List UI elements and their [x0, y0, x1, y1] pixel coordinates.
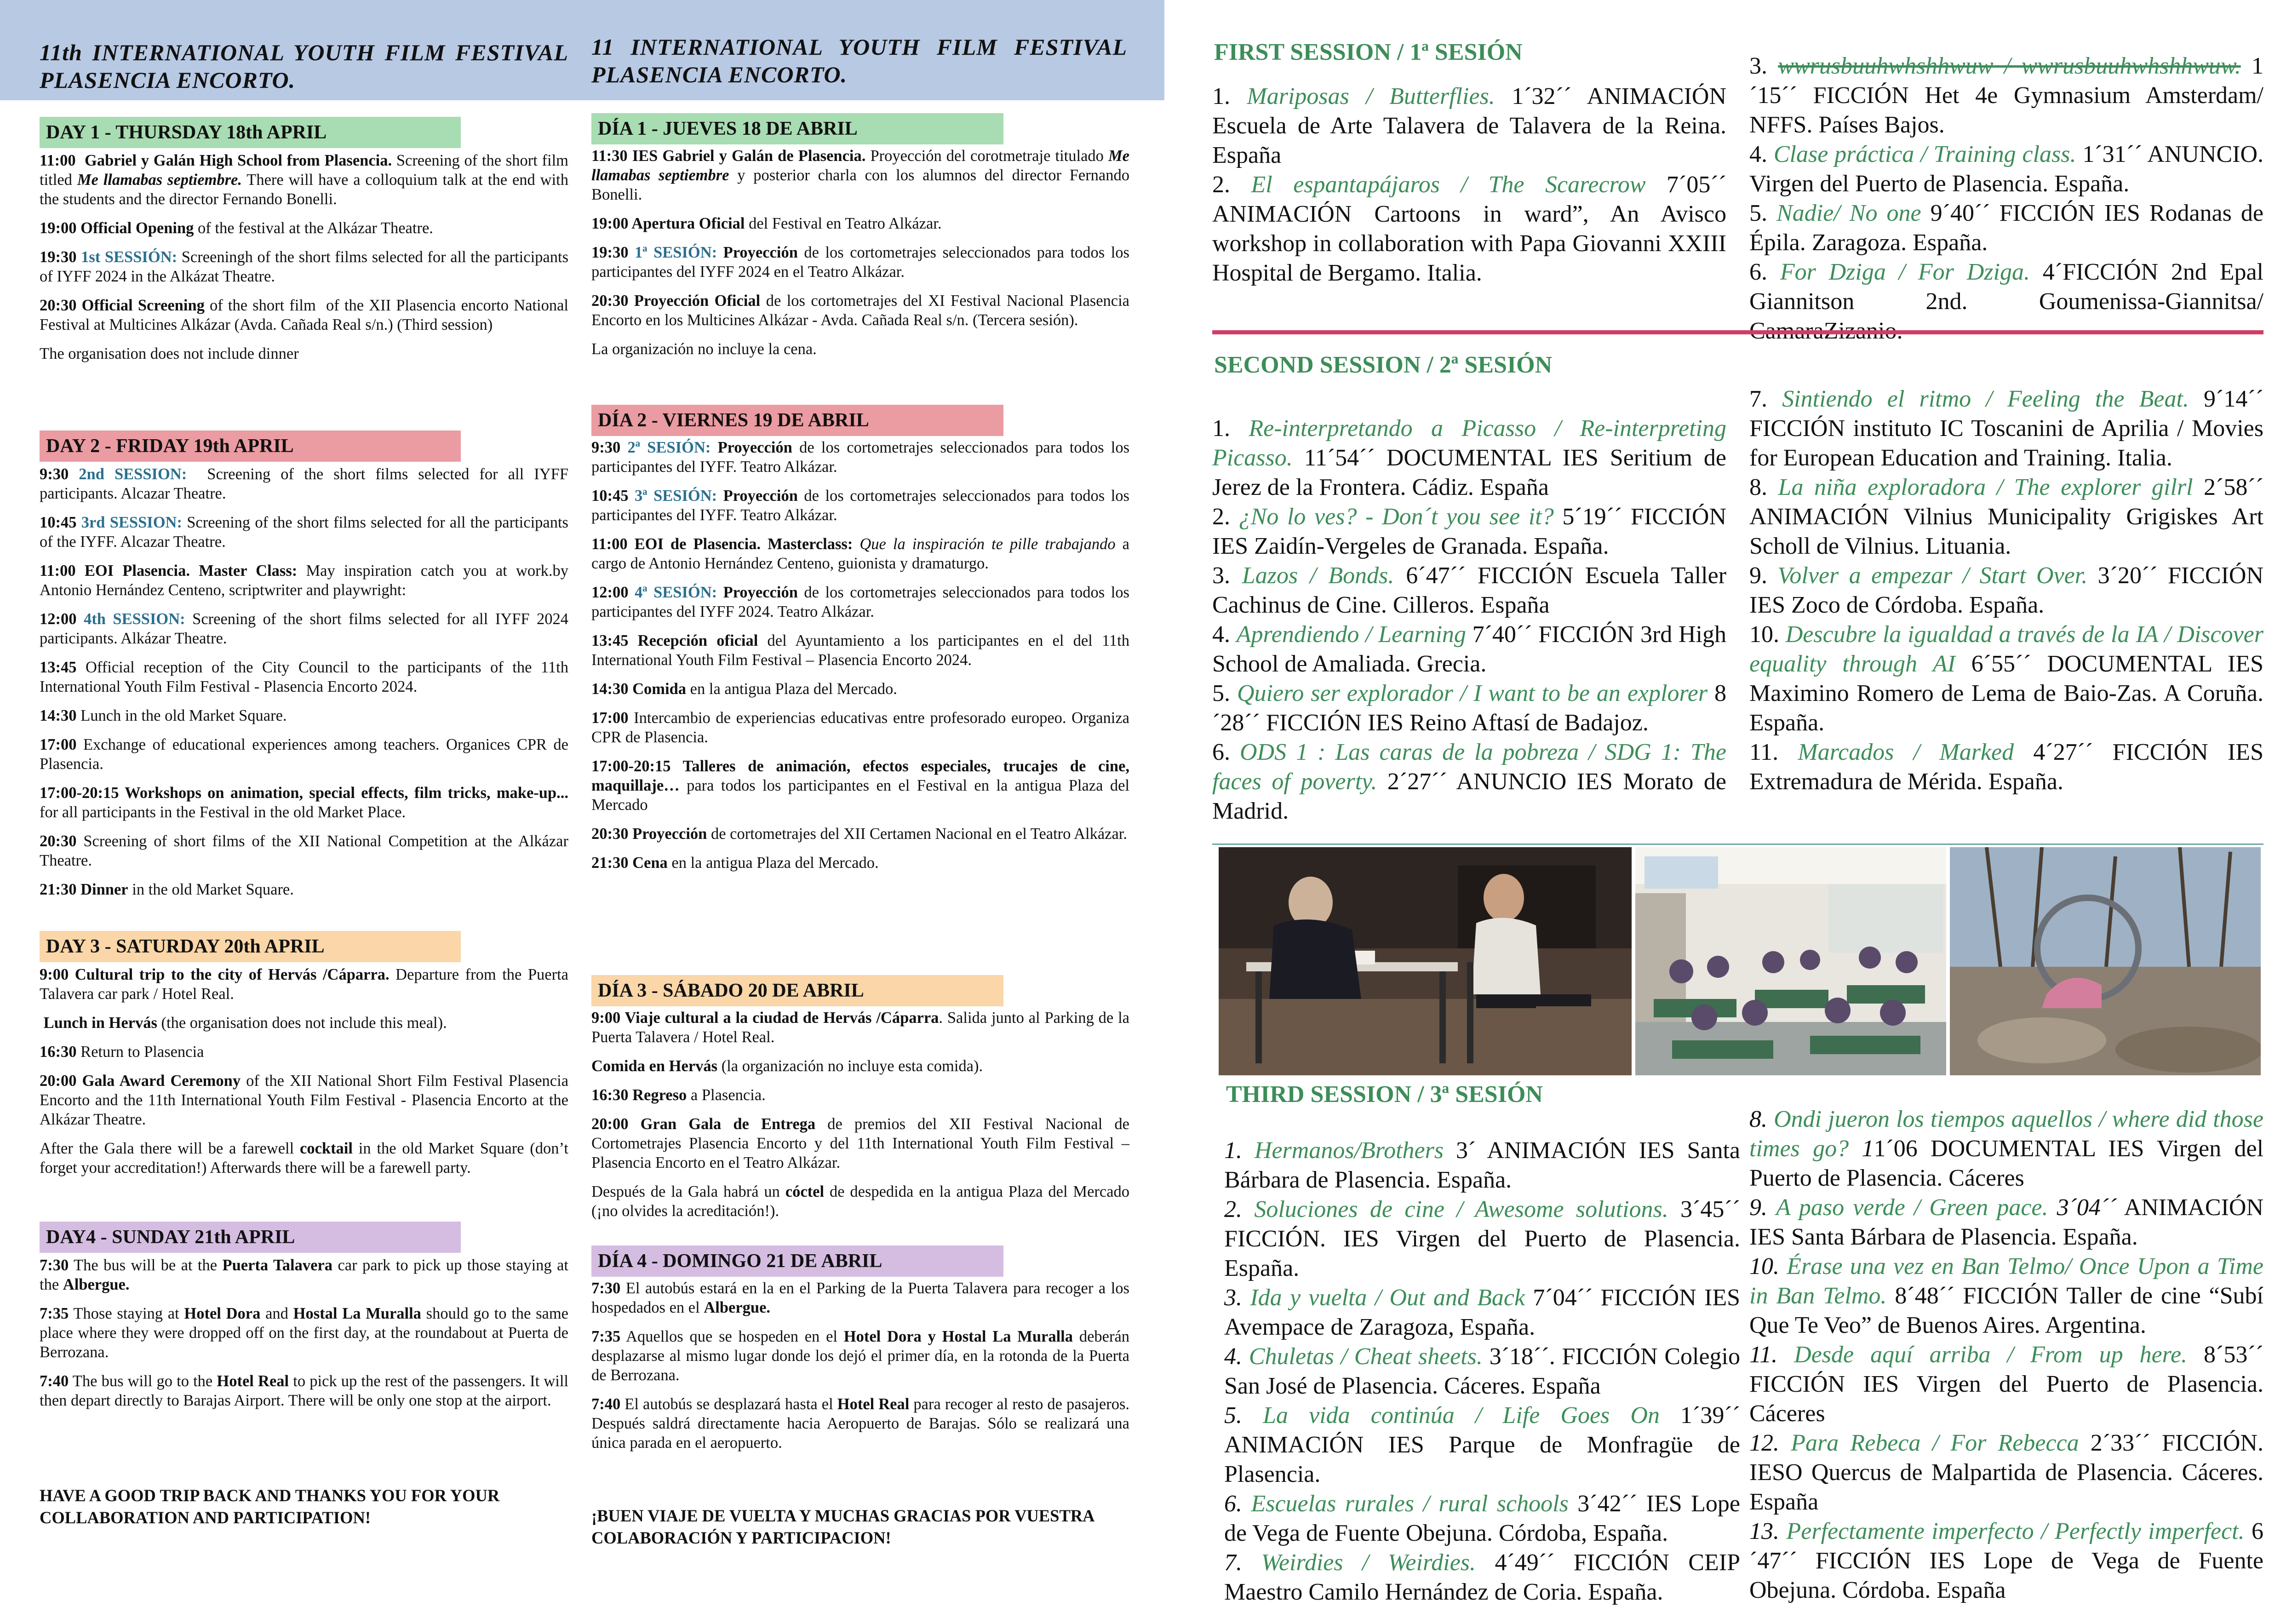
english-day1-items: 11:00 Gabriel y Galán High School from Plasencia. Screening of the short film titled Me llamabas septiembre. There will have a colloquium talk at the end with the students and the director Fernando Bonelli. 19:00 Official Opening of the festival at the Alkázar Theatre. 19:30 1st SESSIÓN: Screeningh of the short films selected for all the participants of IYFF 2024 in the Alkázat Theatre. 20:30 Official Screening of the short film of the XII Plasencia encorto National Festival at Multicines Alkázar (Avda. Cañada Real s/n.) (Third session) The organisation does not include dinner [40, 152, 568, 362]
section-divider [1212, 330, 2263, 334]
dia2-heading: DÍA 2 - VIERNES 19 DE ABRIL [591, 405, 1003, 436]
third-session-left-list: 1. Hermanos/Brothers 3´ ANIMACIÓN IES Santa Bárbara de Plasencia. España. 2. Soluciones de cine / Awesome solutions. 3´45´´ FICCIÓN. IES Virgen del Puerto de Plasencia. España. 3. Ida y vuelta / Out and Back 7´04´´ FICCIÓN IES Avempace de Zaragoza, España. 4. Chuletas / Cheat sheets. 3´18´´. FICCIÓN Colegio San José de Plasencia. Cáceres. España 5. La vida continúa / Life Goes On 1´39´´ ANIMACIÓN IES Parque de Monfragüe de Plasencia. 6. Escuelas rurales / rural schools 3´42´´ IES Lope de Vega de Fuente Obejuna. Córdoba, España. 7. Weirdies / Weirdies. 4´49´´ FICCIÓN CEIP Maestro Camilo Hernández de Coria. España. [1224, 1137, 1741, 1605]
spanish-closing: ¡BUEN VIAJE DE VUELTA Y MUCHAS GRACIAS POR VUESTRA COLABORACIÓN Y PARTICIPACION! [591, 1506, 1094, 1547]
english-day4-items: 7:30 The bus will be at the Puerta Talavera car park to pick up those staying at the Albergue. 7:35 Those staying at Hotel Dora and Hostal La Muralla should go to the same place where they were dropped off on the first day, at the roundabout at Puerta de Berrozana. 7:40 The bus will go to the Hotel Real to pick up the rest of the passengers. It will then depart directly to Barajas Airport. There will be only one stop at the airport. [40, 1257, 569, 1409]
english-day2-items: 9:30 2nd SESSION: Screening of the short films selected for all IYFF participants. Alcazar Theatre. 10:45 3rd SESSION: Screening of the short films selected for all the participants of the IYFF. Alcazar Theatre. 11:00 EOI Plasencia. Master Class: May inspiration catch you at work.by Antonio Hernández Centeno, scriptwriter and playwright: 12:00 4th SESSION: Screening of the short films selected for all IYFF 2024 participants. Alkázar Theatre. 13:45 Official reception of the City Council to the participants of the 11th International Youth Film Festival - Plasencia Encorto 2024. 14:30 Lunch in the old Market Square. 17:00 Exchange of educational experiences among teachers. Organices CPR de Plasencia. 17:00-20:15 Workshops on animation, special effects, film tricks, make-up... for all participants in the Festival in the old Market Place. 20:30 Screening of short films of the XII National Competition at the Alkázar Theatre. 21:30 Dinner in the old Market Square. [40, 465, 569, 898]
photo-sculpture-art [1950, 847, 2261, 1075]
second-session-heading: SECOND SESSION / 2ª SESIÓN [1214, 352, 1553, 378]
third-session-heading: THIRD SESSION / 3ª SESIÓN [1226, 1081, 1543, 1108]
english-day3-items: 9:00 Cultural trip to the city of Hervás /Cáparra. Departure from the Puerta Talavera car park / Hotel Real. Lunch in Hervás (the organisation does not include this meal). 16:30 Return to Plasencia 20:00 Gala Award Ceremony of the XII National Short Film Festival Plasencia Encorto and the 11th International Youth Film Festival - Plasencia Encorto at the Alkázar Theatre. After the Gala there will be a farewell cocktail in the old Market Square (don’t forget your accreditation!) Afterwards there will be a farewell party. [40, 966, 569, 1176]
photo-interview [1219, 847, 1632, 1075]
dia4-heading: DÍA 4 - DOMINGO 21 DE ABRIL [591, 1245, 1003, 1277]
english-title: 11th INTERNATIONAL YOUTH FILM FESTIVAL PLASENCIA ENCORTO. [40, 40, 568, 93]
spanish-title: 11 INTERNATIONAL YOUTH FILM FESTIVAL PLASENCIA ENCORTO. [591, 34, 1127, 87]
third-session-right-list: 8. Ondi jueron los tiempos aquellos / where did those times go? 11´06 DOCUMENTAL IES Virgen del Puerto de Plasencia. Cáceres 9. A paso verde / Green pace. 3´04´´ ANIMACIÓN IES Santa Bárbara de Plasencia. España. 10. Érase una vez en Ban Telmo/ Once Upon a Time in Ban Telmo. 8´48´´ FICCIÓN Taller de cine “Subí Que Te Veo” de Buenos Aires. Argentina. 11. Desde aquí arriba / From up here. 8´53´´ FICCIÓN IES Virgen del Puerto de Plasencia. Cáceres 12. Para Rebeca / For Rebecca 2´33´´ FICCIÓN. IESO Quercus de Malpartida de Plasencia. Cáceres. España 13. Perfectamente imperfecto / Perfectly imperfect. 6´47´´ FICCIÓN IES Lope de Vega de Fuente Obejuna. Córdoba. España [1749, 1106, 2264, 1603]
spanish-day1-items: 11:30 IES Gabriel y Galán de Plasencia. Proyección del corotmetraje titulado Me llamabas septiembre y posterior charla con los alumnos del director Fernando Bonelli. 19:00 Apertura Oficial del Festival en Teatro Alkázar. 19:30 1ª SESIÓN: Proyección de los cortometrajes seleccionados para todos los participantes del IYFF 2024 en el Teatro Alkázar. 20:30 Proyección Oficial de los cortometrajes del XI Festival Nacional Plasencia Encorto en los Multicines Alkázar - Avda. Cañada Real s/n. (Tercera sesión). La organización no incluye la cena. [591, 147, 1129, 358]
day1-heading: DAY 1 - THURSDAY 18th APRIL [40, 117, 461, 148]
spanish-day3-items: 9:00 Viaje cultural a la ciudad de Hervás /Cáparra. Salida junto al Parking de la Puerta Talavera / Hotel Real. Comida en Hervás (la organización no incluye esta comida). 16:30 Regreso a Plasencia. 20:00 Gran Gala de Entrega de premios del XII Festival Nacional de Cortometrajes Plasencia Encorto y del 11th International Youth Film Festival – Plasencia Encorto en el Teatro Alkázar. Después de la Gala habrá un cóctel de despedida en la antigua Plaza del Mercado (¡no olvides la acreditación!). [591, 1009, 1130, 1220]
spanish-day4-items: 7:30 El autobús estará en la en el Parking de la Puerta Talavera para recoger a los hospedados en el Albergue. 7:35 Aquellos que se hospeden en el Hotel Dora y Hostal La Muralla deberán desplazarse al mismo lugar donde los dejó el primer día, en la rotonda de la Puerta de Berrozana. 7:40 El autobús se desplazará hasta el Hotel Real para recoger al resto de pasajeros. Después saldrá directamente hacia Aeropuerto de Barajas. Sólo se realizará una única parada en el aeropuerto. [591, 1280, 1130, 1452]
day4-heading: DAY4 - SUNDAY 21th APRIL [40, 1222, 461, 1253]
first-session-left-list: 1. Mariposas / Butterflies. 1´32´´ ANIMACIÓN Escuela de Arte Talavera de Talavera de la Reina. España 2. El espantapájaros / The Scarecrow 7´05´´ ANIMACIÓN Cartoons in ward”, An Avisco workshop in collaboration with Papa Giovanni XXIII Hospital de Bergamo. Italia. [1212, 83, 1726, 286]
photo-classroom-art [1635, 847, 1946, 1075]
day2-heading: DAY 2 - FRIDAY 19th APRIL [40, 430, 461, 462]
day3-heading: DAY 3 - SATURDAY 20th APRIL [40, 931, 461, 962]
english-closing: HAVE A GOOD TRIP BACK AND THANKS YOU FOR YOUR COLLABORATION AND PARTICIPATION! [40, 1486, 500, 1527]
first-session-heading: FIRST SESSION / 1ª SESIÓN [1214, 39, 1523, 65]
second-session-left-list: 1. Re-interpretando a Picasso / Re-interpreting Picasso. 11´54´´ DOCUMENTAL IES Seritium de Jerez de la Frontera. Cádiz. España 2. ¿No lo ves? - Don´t you see it? 5´19´´ FICCIÓN IES Zaidín-Vergeles de Granada. España. 3. Lazos / Bonds. 6´47´´ FICCIÓN Escuela Taller Cachinus de Cine. Cilleros. España 4. Aprendiendo / Learning 7´40´´ FICCIÓN 3rd High School de Amaliada. Grecia. 5. Quiero ser explorador / I want to be an explorer 8´28´´ FICCIÓN IES Reino Aftasí de Badajoz. 6. ODS 1 : Las caras de la pobreza / SDG 1: The faces of poverty. 2´27´´ ANUNCIO IES Morato de Madrid. [1212, 415, 1727, 824]
photo-divider [1212, 844, 2263, 845]
spanish-day2-items: 9:30 2ª SESIÓN: Proyección de los cortometrajes seleccionados para todos los participantes del IYFF. Teatro Alkázar. 10:45 3ª SESIÓN: Proyección de los cortometrajes seleccionados para todos los participantes del IYFF. Teatro Alkázar. 11:00 EOI de Plasencia. Masterclass: Que la inspiración te pille trabajando a cargo de Antonio Hernández Centeno, guionista y dramaturgo. 12:00 4ª SESIÓN: Proyección de los cortometrajes seleccionados para todos los participantes del IYFF 2024. Teatro Alkázar. 13:45 Recepción oficial del Ayuntamiento a los participantes en el del 11th International Youth Film Festival – Plasencia Encorto 2024. 14:30 Comida en la antigua Plaza del Mercado. 17:00 Intercambio de experiencias educativas entre profesorado europeo. Organiza CPR de Plasencia. 17:00-20:15 Talleres de animación, efectos especiales, trucajes de cine, maquillaje… para todos los participantes en el Festival en la antigua Plaza del Mercado 20:30 Proyección de cortometrajes del XII Certamen Nacional en el Teatro Alkázar. 21:30 Cena en la antigua Plaza del Mercado. [591, 439, 1130, 872]
photo-sculpture [1950, 847, 2261, 1075]
dia3-heading: DÍA 3 - SÁBADO 20 DE ABRIL [591, 975, 1003, 1006]
photo-classroom [1635, 847, 1946, 1075]
photo-interview-art [1219, 847, 1632, 1075]
first-session-right-list: 3. wwrusbuuhwhshhwuw / wwrusbuuhwhshhwuw. 1´15´´ FICCIÓN Het 4e Gymnasium Amsterdam/ NFFS. Países Bajos. 4. Clase práctica / Training class. 1´31´´ ANUNCIO. Virgen del Puerto de Plasencia. España. 5. Nadie/ No one 9´40´´ FICCIÓN IES Rodanas de Épila. Zaragoza. España. 6. For Dziga / For Dziga. 4´FICCIÓN 2nd Epal Giannitson 2nd. Goumenissa-Giannitsa/ [1749, 53, 2264, 315]
second-session-right-list: 7. Sintiendo el ritmo / Feeling the Beat. 9´14´´ FICCIÓN instituto IC Toscanini de Aprilia / Movies for European Education and Training. Italia. 8. La niña exploradora / The explorer gilrl 2´58´´ ANIMACIÓN Vilnius Municipality Grigiskes Art Scholl de Vilnius. Lituania. 9. Volver a empezar / Start Over. 3´20´´ FICCIÓN IES Zoco de Córdoba. España. 10. Descubre la igualdad a través de la IA / Discover equality through AI 6´55´´ DOCUMENTAL IES Maximino Romero de Lema de Baio-Zas. A Coruña. España. 11. Marcados / Marked 4´27´´ FICCIÓN IES Extremadura de Mérida. España. [1749, 386, 2264, 795]
dia1-heading: DÍA 1 - JUEVES 18 DE ABRIL [591, 113, 1003, 144]
